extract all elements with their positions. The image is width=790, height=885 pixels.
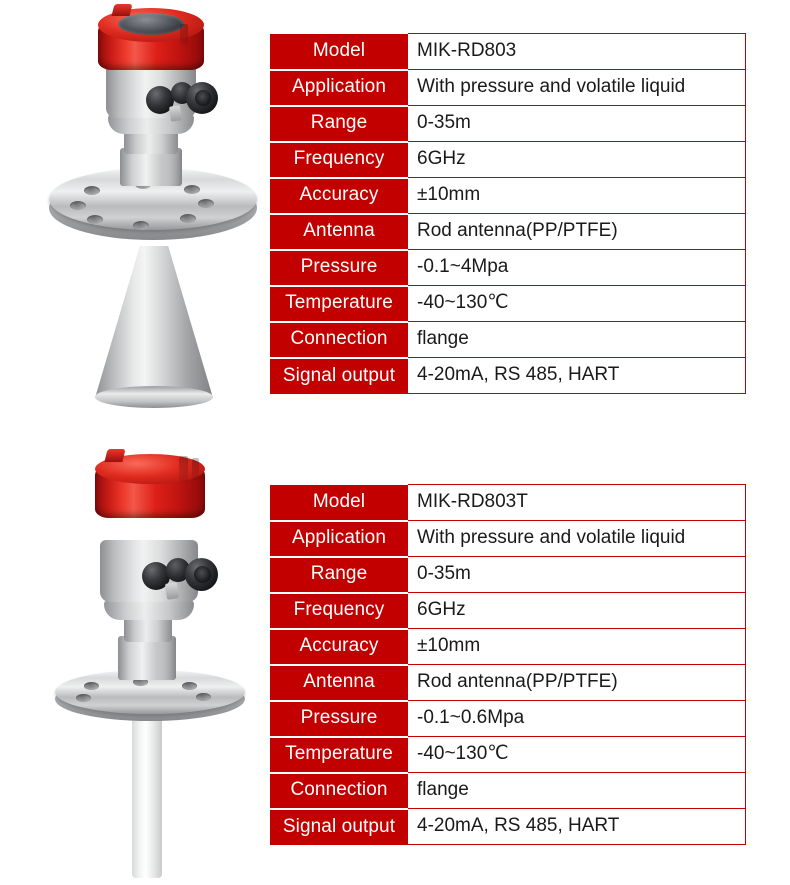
bolt-hole-icon	[84, 682, 99, 690]
spec-key-range: Range	[270, 106, 408, 142]
spec-value-connection: flange	[408, 773, 746, 809]
product-image-2	[0, 440, 268, 885]
spec-table-2	[270, 484, 746, 845]
spec-key-frequency: Frequency	[270, 142, 408, 178]
spec-key-pressure: Pressure	[270, 701, 408, 737]
spec-key-temperature: Temperature	[270, 286, 408, 322]
cap-latch-tab-icon	[112, 4, 133, 16]
product-block-2	[0, 440, 790, 885]
spec-value-connection: flange	[408, 322, 746, 358]
spec-key-temperature: Temperature	[270, 737, 408, 773]
spec-value-frequency: 6GHz	[408, 142, 746, 178]
table-row	[270, 665, 746, 701]
spec-value-antenna: Rod antenna(PP/PTFE)	[408, 665, 746, 701]
table-row	[270, 34, 746, 70]
spec-value-model: MIK-RD803T	[408, 485, 746, 521]
cable-gland-bore-icon	[195, 90, 211, 106]
table-row	[270, 593, 746, 629]
table-row	[270, 322, 746, 358]
spec-key-model: Model	[270, 34, 408, 70]
ptfe-rod-antenna-icon	[132, 712, 162, 878]
bolt-hole-icon	[196, 693, 211, 701]
table-row	[270, 557, 746, 593]
spec-key-application: Application	[270, 70, 408, 106]
nameplate-clip-icon	[169, 105, 182, 121]
spec-value-signal-output: 4-20mA, RS 485, HART	[408, 358, 746, 394]
spec-key-antenna: Antenna	[270, 665, 408, 701]
glass-viewing-window-icon	[118, 13, 184, 35]
table-row	[270, 809, 746, 845]
spec-table-1	[270, 33, 746, 394]
table-row	[270, 358, 746, 394]
spec-value-signal-output: 4-20mA, RS 485, HART	[408, 809, 746, 845]
spec-table-body	[270, 34, 746, 394]
spec-key-connection: Connection	[270, 322, 408, 358]
bolt-hole-icon	[198, 199, 214, 208]
spec-key-frequency: Frequency	[270, 593, 408, 629]
spec-key-application: Application	[270, 521, 408, 557]
table-row	[270, 178, 746, 214]
spec-key-signal-output: Signal output	[270, 358, 408, 394]
spec-value-frequency: 6GHz	[408, 593, 746, 629]
spec-value-model: MIK-RD803	[408, 34, 746, 70]
bolt-hole-icon	[76, 694, 91, 702]
table-row	[270, 737, 746, 773]
spec-key-connection: Connection	[270, 773, 408, 809]
cone-horn-antenna-icon	[95, 246, 213, 398]
cap-notch-icon	[180, 24, 188, 46]
spec-key-accuracy: Accuracy	[270, 178, 408, 214]
process-connector-icon	[118, 636, 176, 680]
bolt-hole-icon	[84, 186, 100, 195]
table-row	[270, 142, 746, 178]
spec-key-pressure: Pressure	[270, 250, 408, 286]
spec-key-range: Range	[270, 557, 408, 593]
bolt-hole-icon	[70, 201, 86, 210]
table-row	[270, 106, 746, 142]
spec-key-antenna: Antenna	[270, 214, 408, 250]
bolt-hole-icon	[180, 214, 196, 223]
bolt-hole-icon	[133, 221, 149, 230]
table-row	[270, 629, 746, 665]
bolt-hole-icon	[87, 215, 103, 224]
cap-notch-icon	[192, 458, 199, 480]
spec-value-application: With pressure and volatile liquid	[408, 521, 746, 557]
spec-table-body	[270, 485, 746, 845]
cap-latch-tab-icon	[104, 449, 125, 462]
table-row	[270, 286, 746, 322]
spec-value-antenna: Rod antenna(PP/PTFE)	[408, 214, 746, 250]
spec-value-range: 0-35m	[408, 106, 746, 142]
table-row	[270, 485, 746, 521]
table-row	[270, 214, 746, 250]
spec-key-model: Model	[270, 485, 408, 521]
spec-value-temperature: -40~130℃	[408, 286, 746, 322]
spec-value-accuracy: ±10mm	[408, 178, 746, 214]
bolt-hole-icon	[184, 185, 200, 194]
table-row	[270, 250, 746, 286]
spec-value-temperature: -40~130℃	[408, 737, 746, 773]
spec-key-accuracy: Accuracy	[270, 629, 408, 665]
spec-value-range: 0-35m	[408, 557, 746, 593]
spec-value-pressure: -0.1~0.6Mpa	[408, 701, 746, 737]
cable-gland-bore-icon	[194, 566, 211, 583]
nameplate-clip-icon	[165, 582, 179, 600]
bolt-hole-icon	[182, 682, 197, 690]
product-image-1	[0, 0, 268, 440]
table-row	[270, 773, 746, 809]
table-row	[270, 70, 746, 106]
cap-notch-icon	[179, 456, 188, 482]
spec-value-accuracy: ±10mm	[408, 629, 746, 665]
spec-key-signal-output: Signal output	[270, 809, 408, 845]
product-block-1	[0, 0, 790, 440]
table-row	[270, 701, 746, 737]
spec-value-application: With pressure and volatile liquid	[408, 70, 746, 106]
spec-value-pressure: -0.1~4Mpa	[408, 250, 746, 286]
table-row	[270, 521, 746, 557]
horn-antenna-lip-icon	[95, 386, 213, 408]
